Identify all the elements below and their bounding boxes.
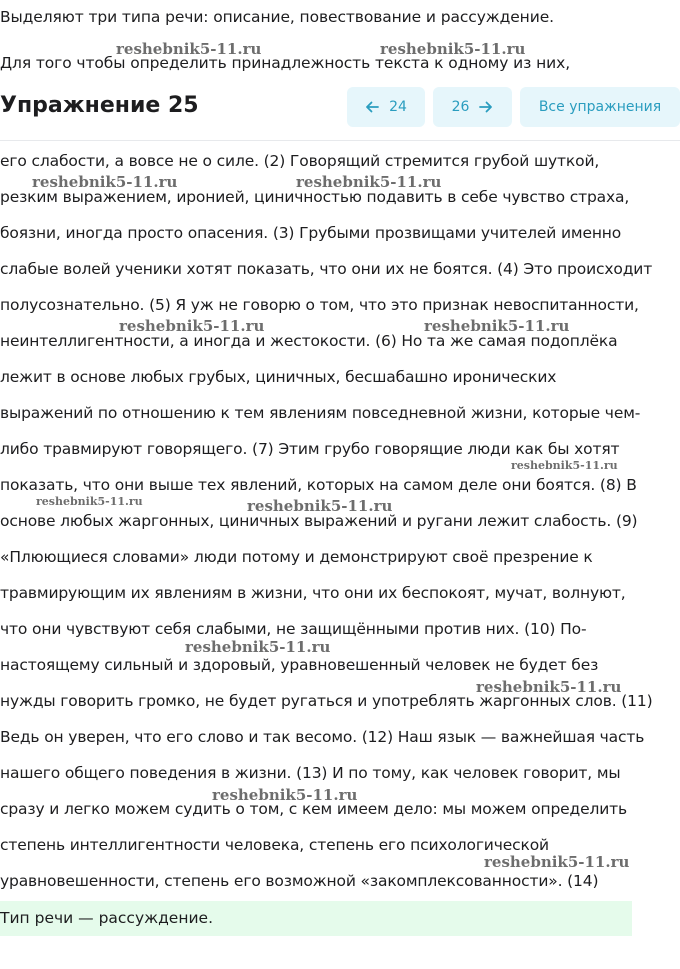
text-line: уравновешенности, степень его возможной «закомплексованности». (14)	[0, 872, 599, 890]
text-line: степень интеллигентности человека, степень его психологической	[0, 836, 549, 854]
text-line: слабые волей ученики хотят показать, что они их не боятся. (4) Это происходит	[0, 260, 653, 278]
text-line: «Плюющиеся словами» люди потому и демонстрируют своё презрение к	[0, 548, 593, 566]
text-line: либо травмируют говорящего. (7) Этим грубо говорящие люди как бы хотят	[0, 440, 620, 458]
watermark: reshebnik5-11.ru	[212, 786, 358, 804]
watermark: reshebnik5-11.ru	[511, 459, 618, 472]
watermark: reshebnik5-11.ru	[32, 173, 178, 191]
watermark: reshebnik5-11.ru	[247, 497, 393, 515]
text-line: показать, что они выше тех явлений, которых на самом деле они боятся. (8) В	[0, 476, 637, 494]
watermark: reshebnik5-11.ru	[36, 495, 143, 508]
text-line: нашего общего поведения в жизни. (13) И по тому, как человек говорит, мы	[0, 764, 621, 782]
text-line: что они чувствуют себя слабыми, не защищёнными против них. (10) По-	[0, 620, 587, 638]
watermark: reshebnik5-11.ru	[116, 40, 262, 58]
text-line: неинтеллигентности, а иногда и жестокости. (6) Но та же самая подоплёка	[0, 332, 618, 350]
watermark: reshebnik5-11.ru	[424, 317, 570, 335]
arrow-right-icon	[479, 101, 493, 113]
text-line: Ведь он уверен, что его слово и так весомо. (12) Наш язык — важнейшая часть	[0, 728, 645, 746]
text-line: травмирующим их явлениям в жизни, что они их беспокоят, мучат, волнуют,	[0, 584, 626, 602]
text-line: выражений по отношению к тем явлениям повседневной жизни, которые чем-	[0, 404, 641, 422]
text-line: полусознательно. (5) Я уж не говорю о том, что это признак невоспитанности,	[0, 296, 639, 314]
watermark: reshebnik5-11.ru	[476, 678, 622, 696]
all-exercises-button[interactable]: Все упражнения	[520, 87, 680, 127]
text-line: сразу и легко можем судить о том, с кем имеем дело: мы можем определить	[0, 800, 628, 818]
watermark: reshebnik5-11.ru	[296, 173, 442, 191]
text-line: нужды говорить громко, не будет ругаться и употреблять жаргонных слов. (11)	[0, 692, 653, 710]
text-line: его слабости, а вовсе не о силе. (2) Говорящий стремится грубой шуткой,	[0, 152, 600, 170]
text-line: настоящему сильный и здоровый, уравновешенный человек не будет без	[0, 656, 599, 674]
watermark: reshebnik5-11.ru	[185, 638, 331, 656]
prev-exercise-button[interactable]	[347, 87, 425, 127]
intro-line-2: Для того чтобы определить принадлежность текста к одному из них,	[0, 54, 571, 72]
text-line: резким выражением, иронией, циничностью подавить в себе чувство страха,	[0, 188, 630, 206]
text-line: боязни, иногда просто опасения. (3) Грубыми прозвищами учителей именно	[0, 224, 622, 242]
prev-exercise-label: 24	[389, 99, 407, 115]
watermark: reshebnik5-11.ru	[380, 40, 526, 58]
intro-line-1: Выделяют три типа речи: описание, повествование и рассуждение.	[0, 8, 554, 26]
text-line: лежит в основе любых грубых, циничных, бесшабашно иронических	[0, 368, 557, 386]
arrow-left-icon	[365, 101, 379, 113]
watermark: reshebnik5-11.ru	[484, 853, 630, 871]
answer-box: Тип речи — рассуждение.	[0, 901, 632, 936]
exercise-title: Упражнение 25	[0, 93, 199, 118]
watermark: reshebnik5-11.ru	[119, 317, 265, 335]
text-line: основе любых жаргонных, циничных выражений и ругани лежит слабость. (9)	[0, 512, 638, 530]
next-exercise-label: 26	[451, 99, 470, 115]
next-exercise-button[interactable]	[433, 87, 512, 127]
exercise-header	[0, 80, 680, 141]
